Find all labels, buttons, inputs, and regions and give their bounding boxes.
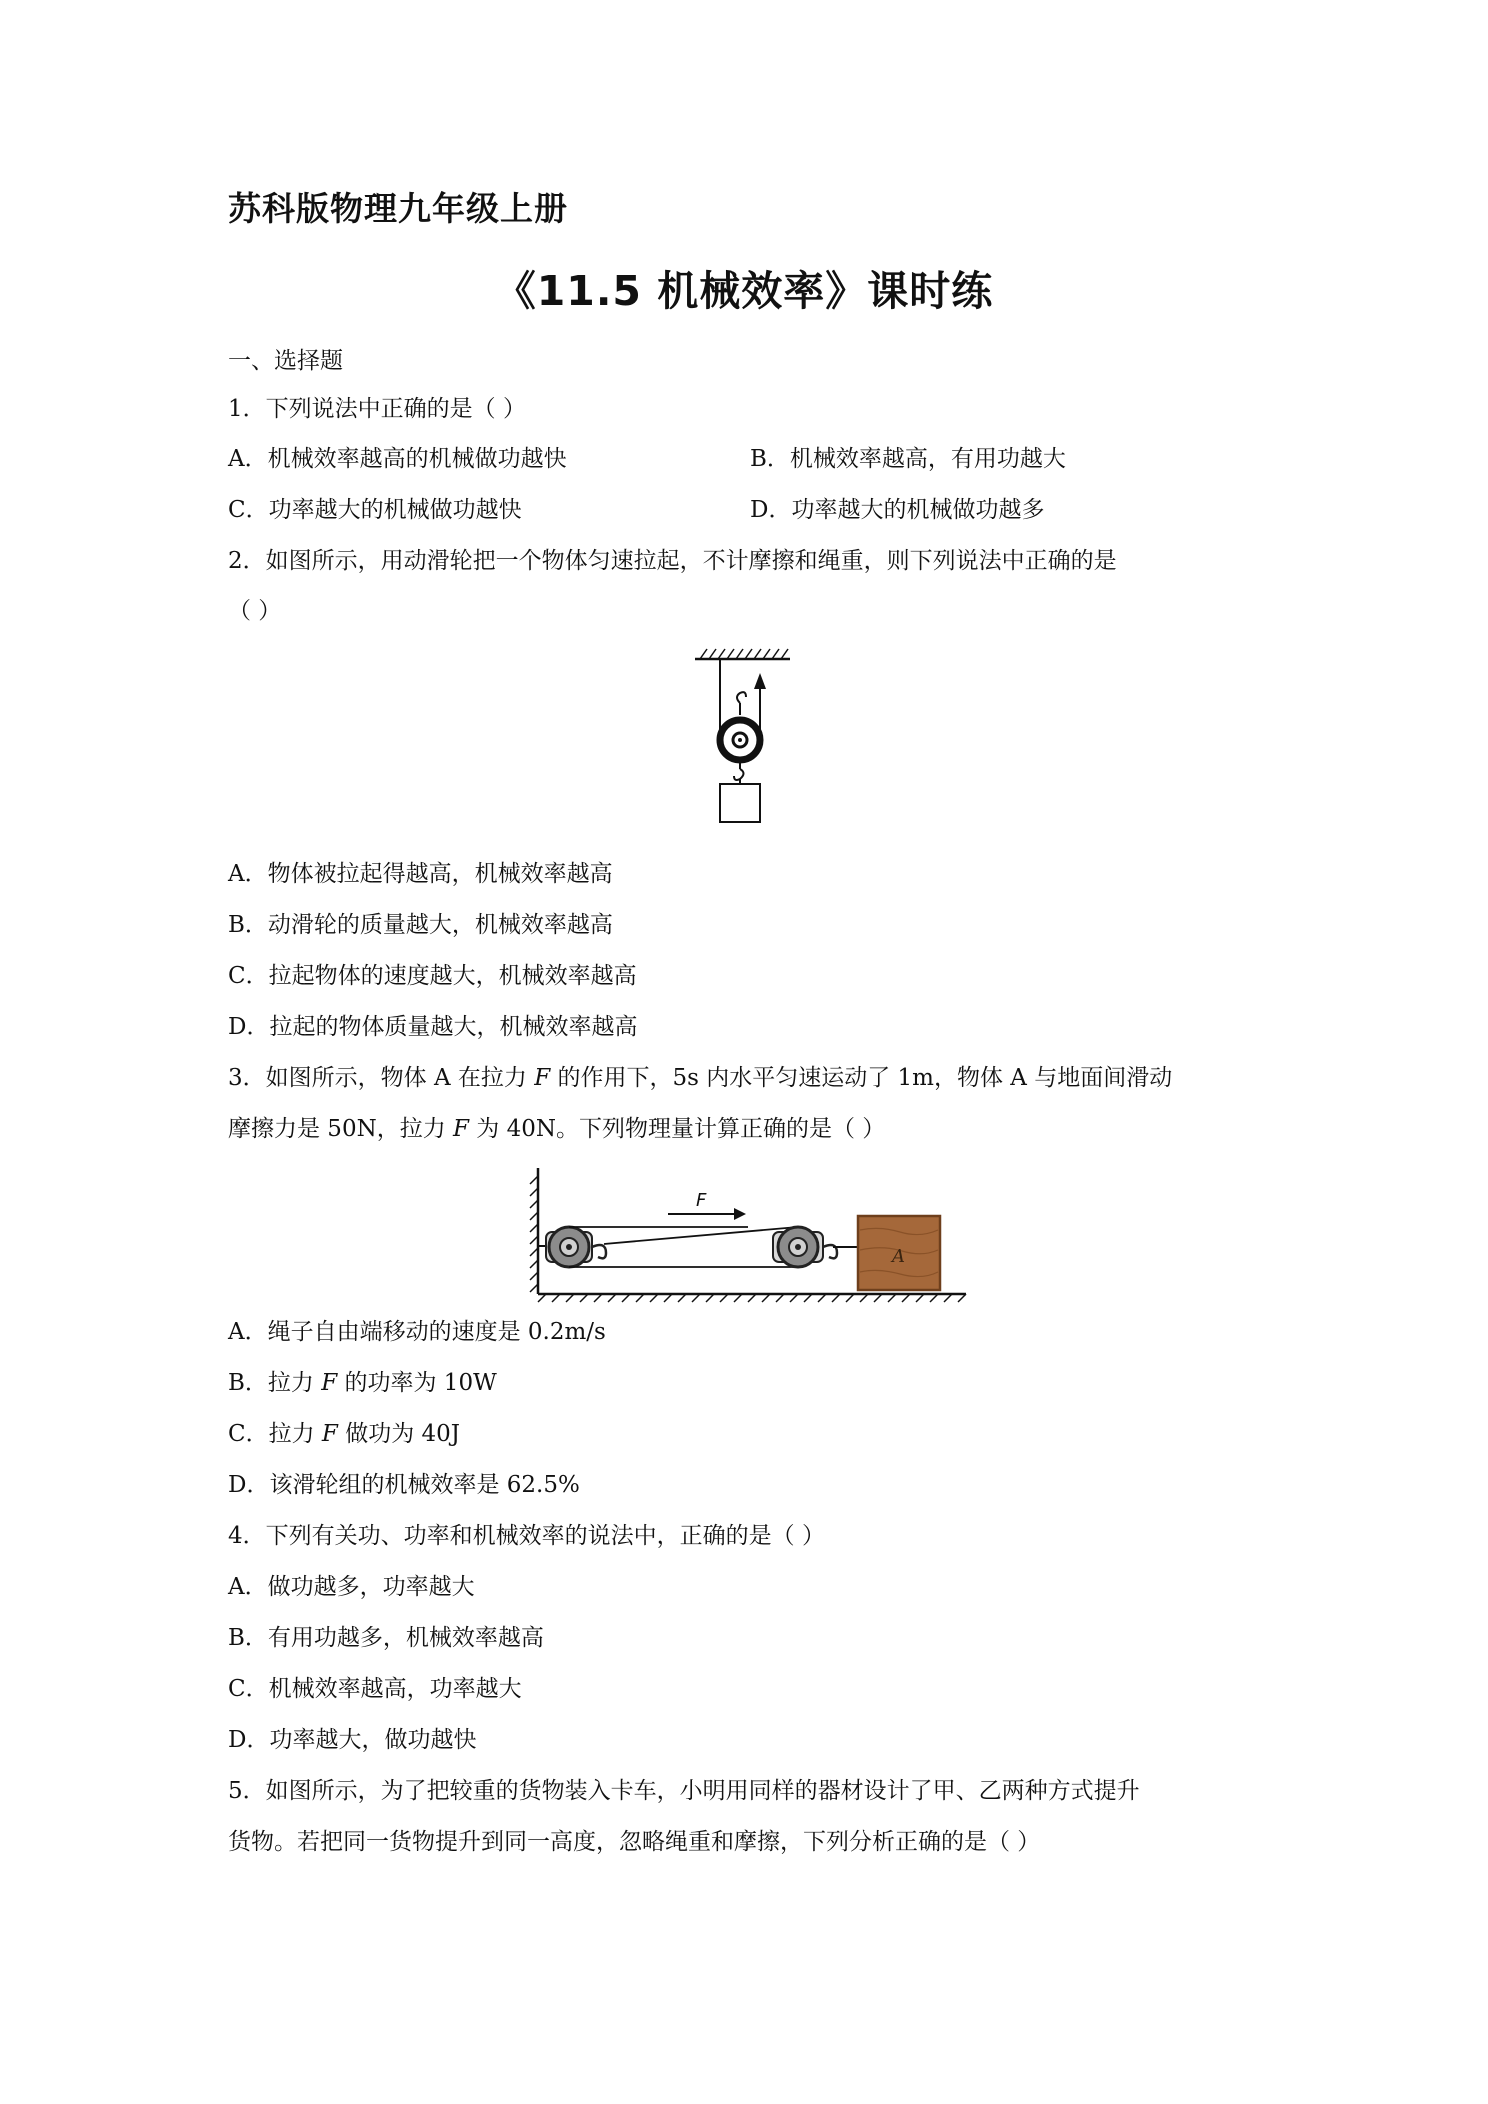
q3-stem-line2: 摩擦力是 50N，拉力 F 为 40N。下列物理量计算正确的是（ ） [228,1116,886,1142]
q5-stem-line2: 货物。若把同一货物提升到同一高度，忽略绳重和摩擦，下列分析正确的是（ ） [228,1829,1041,1855]
force-label: F [696,1190,707,1211]
q1-option-d: D．功率越大的机械做功越多 [750,497,1045,523]
section-heading: 一、选择题 [228,348,343,374]
q3-option-a: A．绳子自由端移动的速度是 0.2m/s [228,1319,606,1345]
q5-stem-line1: 5．如图所示，为了把较重的货物装入卡车，小明用同样的器材设计了甲、乙两种方式提升 [228,1778,1140,1804]
q1-option-c: C．功率越大的机械做功越快 [228,497,522,523]
q4-stem: 4．下列有关功、功率和机械效率的说法中，正确的是（ ） [228,1523,825,1549]
q1-option-b: B．机械效率越高，有用功越大 [750,446,1066,472]
q2-stem-line2: （ ） [228,598,282,624]
q2-stem-line1: 2．如图所示，用动滑轮把一个物体匀速拉起，不计摩擦和绳重，则下列说法中正确的是 [228,548,1117,574]
q2-option-d: D．拉起的物体质量越大，机械效率越高 [228,1014,638,1040]
block-a-label: A [892,1246,905,1267]
q4-option-b: B．有用功越多，机械效率越高 [228,1625,544,1651]
movable-pulley-figure [690,645,810,825]
q3-option-d: D．该滑轮组的机械效率是 62.5% [228,1472,580,1498]
q4-option-d: D．功率越大，做功越快 [228,1727,477,1753]
pulley-block-figure [528,1162,968,1302]
q4-option-a: A．做功越多，功率越大 [228,1574,475,1600]
q3-option-b: B．拉力 F 的功率为 10W [228,1370,497,1396]
q2-option-b: B．动滑轮的质量越大，机械效率越高 [228,912,613,938]
q3-stem-line1: 3．如图所示，物体 A 在拉力 F 的作用下，5s 内水平匀速运动了 1m，物体 A 与地面间滑动 [228,1065,1173,1091]
q1-stem: 1．下列说法中正确的是（ ） [228,396,526,422]
q2-option-a: A．物体被拉起得越高，机械效率越高 [228,861,613,887]
document-title: 《11.5 机械效率》课时练 [494,267,994,315]
document-header: 苏科版物理九年级上册 [228,189,568,228]
q1-option-a: A．机械效率越高的机械做功越快 [228,446,567,472]
q3-option-c: C．拉力 F 做功为 40J [228,1421,460,1447]
q4-option-c: C．机械效率越高，功率越大 [228,1676,522,1702]
q2-option-c: C．拉起物体的速度越大，机械效率越高 [228,963,637,989]
